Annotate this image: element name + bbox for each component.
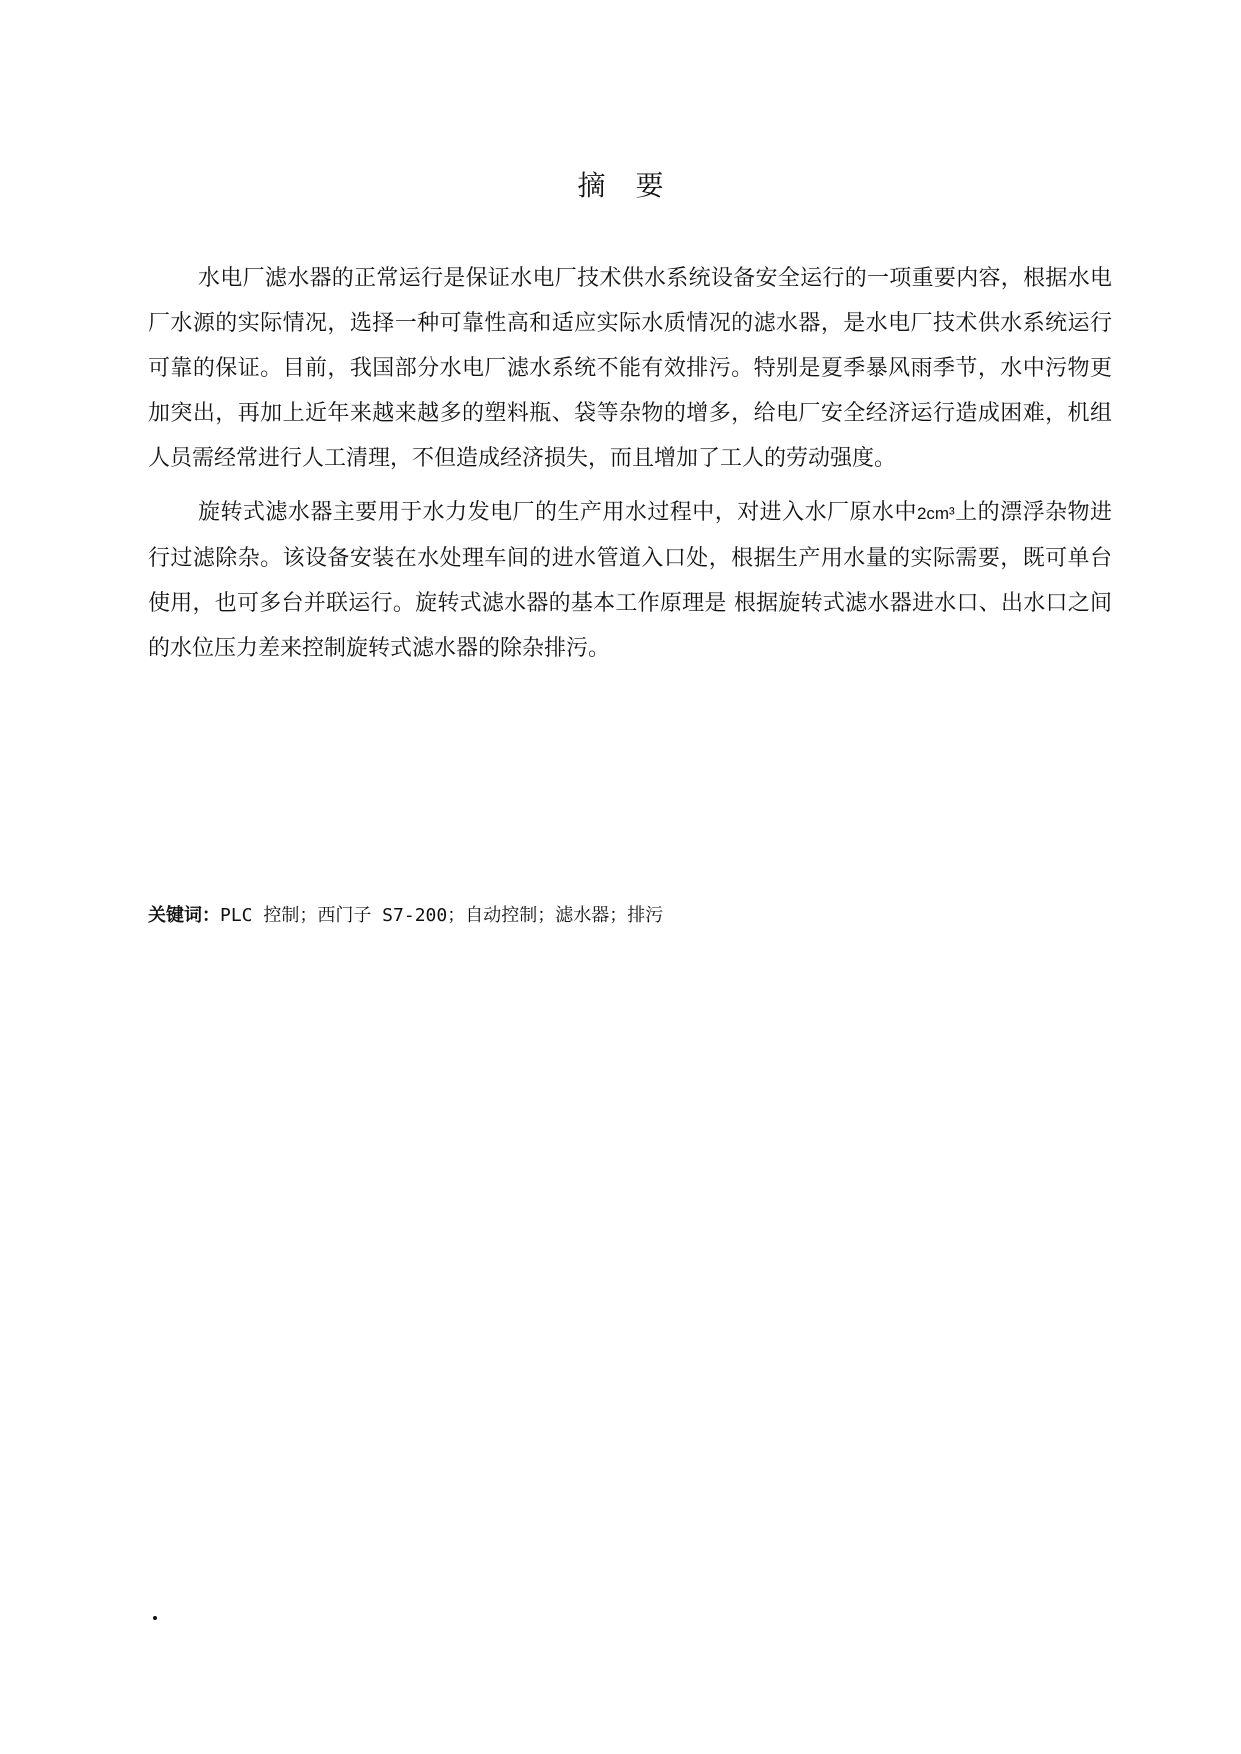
abstract-paragraph-2 bbox=[148, 490, 1112, 671]
abstract-title: 摘要 bbox=[577, 169, 694, 202]
abstract-paragraph-1: 水电厂滤水器的正常运行是保证水电厂技术供水系统设备安全运行的一项重要内容，根据水电厂水源的实际情况，选择一种可靠性高和适应实际水质情况的滤水器，是水电厂技术供水系统运行可靠的保证。目前，我国部分水电厂滤水系统不能有效排污。特别是夏季暴风雨季节，水中污物更加突出，再加上近年来越来越多的塑料瓶、袋等杂物的增多，给电厂安全经济运行造成困难，机组人员需经常进行人工清理，不但造成经济损失，而且增加了工人的劳动强度。 bbox=[148, 266, 1112, 471]
keywords-label: 关键词： bbox=[148, 905, 220, 926]
paragraph-2-unit: 2cm³ bbox=[916, 504, 955, 523]
abstract-body bbox=[148, 256, 1112, 680]
keywords-value: PLC 控制；西门子 S7-200；自动控制；滤水器；排污 bbox=[220, 905, 664, 926]
page-mark bbox=[153, 1616, 157, 1620]
paragraph-2-text-before: 旋转式滤水器主要用于水力发电厂的生产用水过程中，对进入水厂原水中 bbox=[198, 500, 917, 525]
keywords-line bbox=[148, 903, 663, 929]
paragraph-2-text-after: 上的漂浮杂物进行过滤除杂。该设备安装在水处理车间的进水管道入口处，根据生产用水量的实际需要，既可单台使用，也可多台并联运行。旋转式滤水器的基本工作原理是 根据旋转式滤水器进水口、出水口之间的水位压力差来控制旋转式滤水器的除杂排污。 bbox=[148, 500, 1112, 661]
